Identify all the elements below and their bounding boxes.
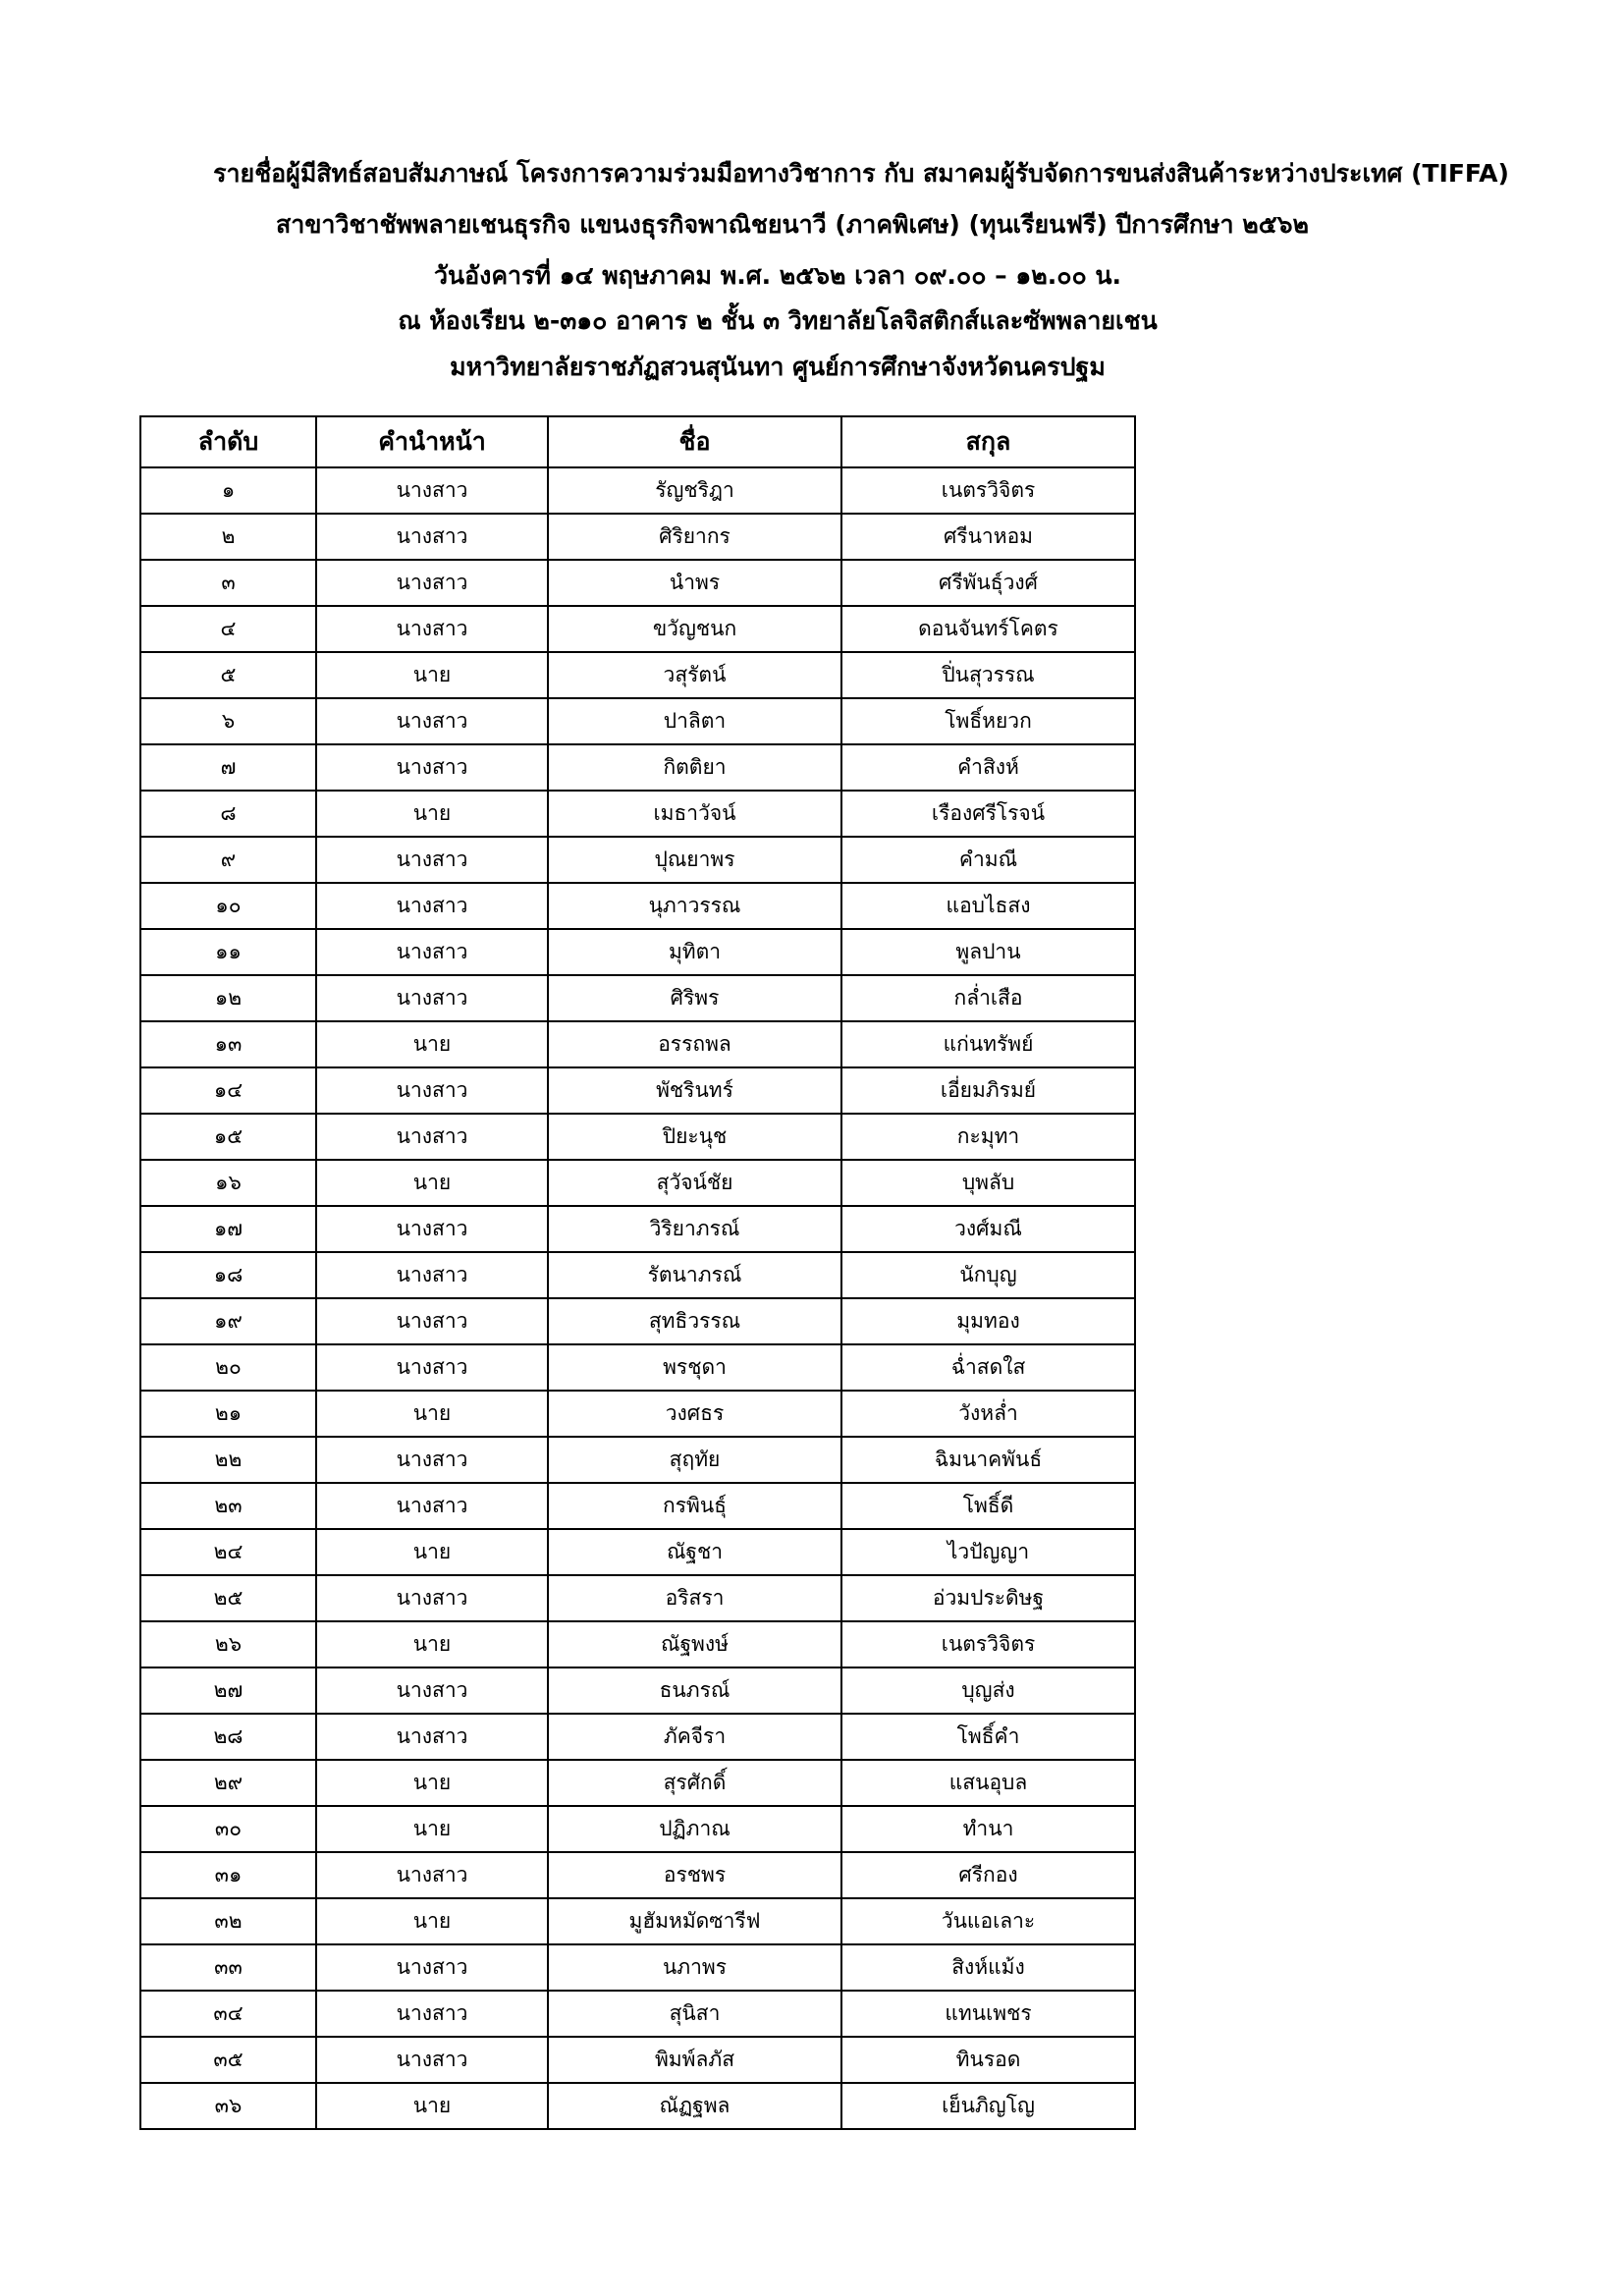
cell-number: ๓๒ (140, 1898, 316, 1944)
cell-title: นาย (316, 1021, 548, 1067)
cell-first-name: พรชุดา (548, 1344, 841, 1391)
cell-number: ๒๖ (140, 1621, 316, 1667)
cell-title: นางสาว (316, 1991, 548, 2037)
cell-last-name: ไวปัญญา (841, 1529, 1135, 1575)
cell-last-name: คำสิงห์ (841, 744, 1135, 791)
cell-last-name: เรืองศรีโรจน์ (841, 791, 1135, 837)
cell-first-name: เมธาวัจน์ (548, 791, 841, 837)
cell-first-name: กรพินธุ์ (548, 1483, 841, 1529)
cell-last-name: ทินรอด (841, 2037, 1135, 2083)
column-header-title: คำนำหน้า (316, 416, 548, 467)
table-row (140, 1806, 1135, 1852)
table-row (140, 1760, 1135, 1806)
cell-last-name: แอบไธสง (841, 883, 1135, 929)
table-row (140, 975, 1135, 1021)
cell-last-name: ศรีกอง (841, 1852, 1135, 1898)
cell-title: นางสาว (316, 744, 548, 791)
cell-number: ๒๒ (140, 1437, 316, 1483)
cell-first-name: ปาลิตา (548, 698, 841, 744)
cell-number: ๒๑ (140, 1391, 316, 1437)
cell-number: ๑๔ (140, 1067, 316, 1114)
cell-number: ๑๐ (140, 883, 316, 929)
cell-last-name: กะมุทา (841, 1114, 1135, 1160)
cell-last-name: แก่นทรัพย์ (841, 1021, 1135, 1067)
cell-first-name: วสุรัตน์ (548, 652, 841, 698)
cell-number: ๑๒ (140, 975, 316, 1021)
cell-first-name: มุทิตา (548, 929, 841, 975)
column-header-number: ลำดับ (140, 416, 316, 467)
cell-first-name: ปุณยาพร (548, 837, 841, 883)
cell-title: นางสาว (316, 1067, 548, 1114)
cell-last-name: โพธิ์ดี (841, 1483, 1135, 1529)
cell-number: ๘ (140, 791, 316, 837)
cell-last-name: ศรีนาหอม (841, 514, 1135, 560)
cell-last-name: โพธิ์คำ (841, 1714, 1135, 1760)
cell-number: ๒๘ (140, 1714, 316, 1760)
cell-title: นาย (316, 1160, 548, 1206)
cell-title: นาย (316, 1898, 548, 1944)
cell-number: ๓๔ (140, 1991, 316, 2037)
cell-first-name: วงศธร (548, 1391, 841, 1437)
cell-title: นางสาว (316, 1206, 548, 1252)
table-row (140, 1944, 1135, 1991)
cell-title: นาย (316, 1529, 548, 1575)
cell-last-name: อ่วมประดิษฐ (841, 1575, 1135, 1621)
cell-last-name: ศรีพันธุ์วงศ์ (841, 560, 1135, 606)
table-row (140, 837, 1135, 883)
table-row (140, 514, 1135, 560)
cell-number: ๗ (140, 744, 316, 791)
table-row (140, 1667, 1135, 1714)
cell-title: นางสาว (316, 1344, 548, 1391)
cell-first-name: รัญชริฎา (548, 467, 841, 514)
cell-first-name: ณัฐชา (548, 1529, 841, 1575)
cell-last-name: บุพลับ (841, 1160, 1135, 1206)
program-line: สาขาวิชาชัพพลายเชนธุรกิจ แขนงธุรกิจพาณิชยนาวี (ภาคพิเศษ) (ทุนเรียนฟรี) ปีการศึกษา ๒๕๖๒ (276, 210, 1309, 239)
cell-title: นาย (316, 2083, 548, 2129)
cell-last-name: บุญส่ง (841, 1667, 1135, 1714)
cell-title: นางสาว (316, 883, 548, 929)
column-header-last-name: สกุล (841, 416, 1135, 467)
cell-last-name: เย็นภิญโญ (841, 2083, 1135, 2129)
cell-first-name: รัตนาภรณ์ (548, 1252, 841, 1298)
cell-last-name: นักบุญ (841, 1252, 1135, 1298)
cell-title: นางสาว (316, 1252, 548, 1298)
cell-number: ๑ (140, 467, 316, 514)
cell-first-name: ณัฐพงษ์ (548, 1621, 841, 1667)
cell-number: ๑๖ (140, 1160, 316, 1206)
table-row (140, 2037, 1135, 2083)
cell-first-name: สุวัจน์ชัย (548, 1160, 841, 1206)
cell-title: นาย (316, 1806, 548, 1852)
table-row (140, 560, 1135, 606)
cell-number: ๒๔ (140, 1529, 316, 1575)
table-body (140, 467, 1135, 2129)
cell-last-name: ดอนจันทร์โคตร (841, 606, 1135, 652)
table-row (140, 1529, 1135, 1575)
cell-number: ๑๙ (140, 1298, 316, 1344)
table-row (140, 1621, 1135, 1667)
cell-number: ๒๙ (140, 1760, 316, 1806)
column-header-first-name: ชื่อ (548, 416, 841, 467)
cell-title: นาย (316, 791, 548, 837)
table-row (140, 1991, 1135, 2037)
cell-number: ๕ (140, 652, 316, 698)
cell-first-name: สุทธิวรรณ (548, 1298, 841, 1344)
cell-first-name: วิริยาภรณ์ (548, 1206, 841, 1252)
cell-last-name: มุมทอง (841, 1298, 1135, 1344)
cell-title: นางสาว (316, 1298, 548, 1344)
cell-title: นางสาว (316, 1852, 548, 1898)
cell-title: นางสาว (316, 2037, 548, 2083)
cell-number: ๑๘ (140, 1252, 316, 1298)
table-row (140, 1252, 1135, 1298)
table-row (140, 698, 1135, 744)
cell-first-name: อรชพร (548, 1852, 841, 1898)
location-line: ณ ห้องเรียน ๒-๓๑๐ อาคาร ๒ ชั้น ๓ วิทยาลัยโลจิสติกส์และซัพพลายเชน (398, 306, 1158, 335)
cell-title: นางสาว (316, 1944, 548, 1991)
cell-first-name: สุรศักดิ์ (548, 1760, 841, 1806)
cell-number: ๑๓ (140, 1021, 316, 1067)
cell-first-name: สุฤทัย (548, 1437, 841, 1483)
cell-title: นางสาว (316, 698, 548, 744)
cell-number: ๒ (140, 514, 316, 560)
cell-first-name: มูฮัมหมัดซารีฟ (548, 1898, 841, 1944)
cell-first-name: ศิริพร (548, 975, 841, 1021)
university-line: มหาวิทยาลัยราชภัฏสวนสุนันทา ศูนย์การศึกษาจังหวัดนครปฐม (450, 353, 1106, 381)
cell-title: นางสาว (316, 606, 548, 652)
table-row (140, 1575, 1135, 1621)
cell-number: ๑๑ (140, 929, 316, 975)
cell-title: นางสาว (316, 467, 548, 514)
cell-first-name: อรรถพล (548, 1021, 841, 1067)
cell-first-name: กิตติยา (548, 744, 841, 791)
cell-title: นาย (316, 1760, 548, 1806)
cell-last-name: โพธิ์หยวก (841, 698, 1135, 744)
cell-last-name: แทนเพชร (841, 1991, 1135, 2037)
cell-first-name: พิมพ์ลภัส (548, 2037, 841, 2083)
table-row (140, 606, 1135, 652)
cell-last-name: พูลปาน (841, 929, 1135, 975)
document-title: รายชื่อผู้มีสิทธ์สอบสัมภาษณ์ โครงการความร่วมมือทางวิชาการ กับ สมาคมผู้รับจัดการขนส่งสินค้าระหว่างประเทศ (TIFFA) (213, 159, 1509, 188)
cell-last-name: คำมณี (841, 837, 1135, 883)
cell-first-name: นภาพร (548, 1944, 841, 1991)
cell-first-name: ปิยะนุช (548, 1114, 841, 1160)
cell-title: นางสาว (316, 514, 548, 560)
cell-last-name: ทำนา (841, 1806, 1135, 1852)
table-row (140, 1114, 1135, 1160)
cell-first-name: ปฏิภาณ (548, 1806, 841, 1852)
cell-first-name: นำพร (548, 560, 841, 606)
cell-number: ๓๕ (140, 2037, 316, 2083)
cell-title: นางสาว (316, 1114, 548, 1160)
cell-title: นาย (316, 652, 548, 698)
cell-last-name: เอี่ยมภิรมย์ (841, 1067, 1135, 1114)
table-row (140, 1714, 1135, 1760)
candidate-table (139, 415, 1136, 2130)
cell-number: ๓๓ (140, 1944, 316, 1991)
table-row (140, 929, 1135, 975)
cell-number: ๙ (140, 837, 316, 883)
table-row (140, 1021, 1135, 1067)
cell-title: นางสาว (316, 1714, 548, 1760)
cell-first-name: พัชรินทร์ (548, 1067, 841, 1114)
cell-title: นางสาว (316, 1575, 548, 1621)
cell-last-name: กล่ำเสือ (841, 975, 1135, 1021)
cell-first-name: นุภาวรรณ (548, 883, 841, 929)
cell-number: ๒๕ (140, 1575, 316, 1621)
cell-first-name: ณัฏฐพล (548, 2083, 841, 2129)
table-row (140, 1852, 1135, 1898)
table-row (140, 1437, 1135, 1483)
cell-number: ๖ (140, 698, 316, 744)
cell-last-name: แสนอุบล (841, 1760, 1135, 1806)
cell-last-name: ปิ่นสุวรรณ (841, 652, 1135, 698)
cell-last-name: วงศ์มณี (841, 1206, 1135, 1252)
cell-last-name: เนตรวิจิตร (841, 1621, 1135, 1667)
cell-title: นางสาว (316, 837, 548, 883)
table-header-row (140, 416, 1135, 467)
table-row (140, 467, 1135, 514)
cell-first-name: อริสรา (548, 1575, 841, 1621)
table-row (140, 883, 1135, 929)
cell-number: ๑๗ (140, 1206, 316, 1252)
cell-title: นางสาว (316, 1437, 548, 1483)
cell-title: นางสาว (316, 929, 548, 975)
table-row (140, 1298, 1135, 1344)
table-row (140, 1483, 1135, 1529)
table-row (140, 1391, 1135, 1437)
cell-last-name: สิงห์แม้ง (841, 1944, 1135, 1991)
table-row (140, 1898, 1135, 1944)
cell-last-name: วังหล่ำ (841, 1391, 1135, 1437)
cell-first-name: ภัคจีรา (548, 1714, 841, 1760)
cell-number: ๓๐ (140, 1806, 316, 1852)
table-row (140, 652, 1135, 698)
cell-title: นางสาว (316, 560, 548, 606)
table-row (140, 1344, 1135, 1391)
cell-first-name: ธนภรณ์ (548, 1667, 841, 1714)
cell-title: นาย (316, 1391, 548, 1437)
cell-last-name: ฉิมนาคพันธ์ (841, 1437, 1135, 1483)
cell-number: ๒๐ (140, 1344, 316, 1391)
cell-first-name: สุนิสา (548, 1991, 841, 2037)
cell-number: ๒๗ (140, 1667, 316, 1714)
cell-first-name: ศิริยากร (548, 514, 841, 560)
cell-title: นาย (316, 1621, 548, 1667)
cell-title: นางสาว (316, 1483, 548, 1529)
cell-number: ๒๓ (140, 1483, 316, 1529)
cell-number: ๓ (140, 560, 316, 606)
cell-number: ๓๖ (140, 2083, 316, 2129)
table-row (140, 1067, 1135, 1114)
cell-first-name: ขวัญชนก (548, 606, 841, 652)
cell-last-name: วันแอเลาะ (841, 1898, 1135, 1944)
cell-last-name: ฉ่ำสดใส (841, 1344, 1135, 1391)
table-row (140, 1160, 1135, 1206)
cell-number: ๑๕ (140, 1114, 316, 1160)
cell-number: ๔ (140, 606, 316, 652)
table-row (140, 744, 1135, 791)
cell-title: นางสาว (316, 1667, 548, 1714)
table-row (140, 1206, 1135, 1252)
cell-number: ๓๑ (140, 1852, 316, 1898)
table-row (140, 2083, 1135, 2129)
date-time-line: วันอังคารที่ ๑๔ พฤษภาคม พ.ศ. ๒๕๖๒ เวลา ๐๙.๐๐ – ๑๒.๐๐ น. (433, 261, 1122, 290)
table-row (140, 791, 1135, 837)
cell-title: นางสาว (316, 975, 548, 1021)
cell-last-name: เนตรวิจิตร (841, 467, 1135, 514)
